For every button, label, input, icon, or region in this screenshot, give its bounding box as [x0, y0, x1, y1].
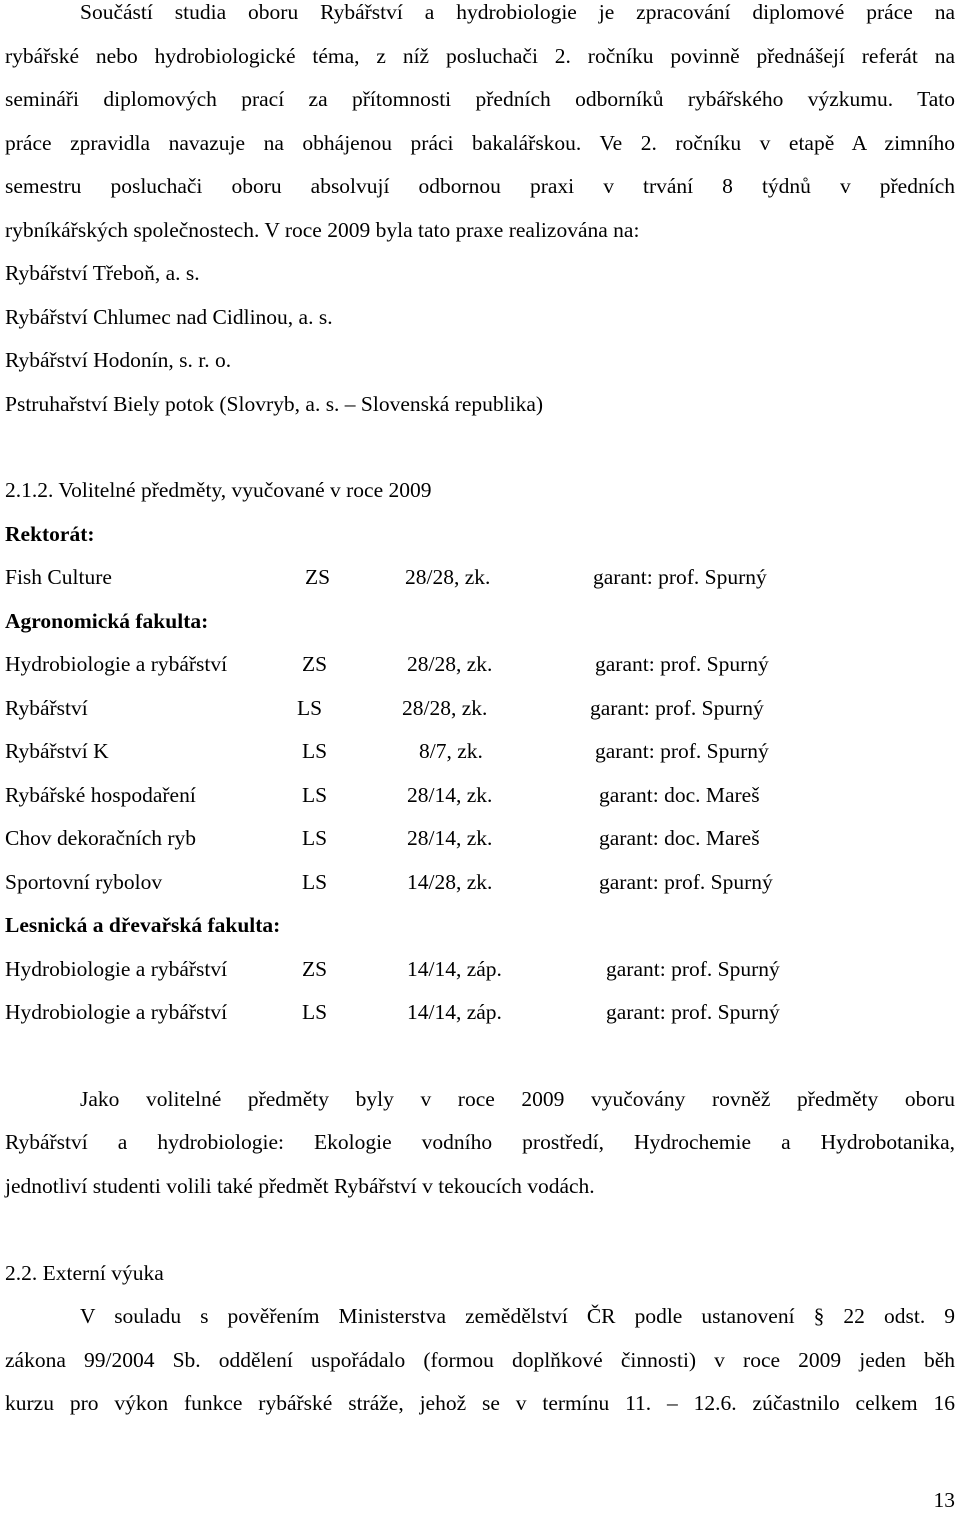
course-hours: 28/14, zk.: [407, 826, 493, 850]
course-guarantor: garant: prof. Spurný: [593, 565, 767, 589]
course-row: [5, 997, 955, 1027]
course-row: [5, 954, 955, 984]
course-row: [5, 562, 955, 592]
course-hours: 8/7, zk.: [419, 739, 483, 763]
intro-line: Součástí studia oboru Rybářství a hydrobiologie je zpracování diplomové práce na: [80, 0, 955, 24]
course-hours: 28/28, zk.: [402, 696, 488, 720]
course-guarantor: garant: prof. Spurný: [590, 696, 764, 720]
course-name: Rybářství: [5, 696, 88, 720]
course-hours: 14/14, záp.: [407, 1000, 502, 1024]
course-row: [5, 693, 955, 723]
external-line: kurzu pro výkon funkce rybářské stráže, jehož se v termínu 11. – 12.6. zúčastnilo celkem 16: [5, 1391, 955, 1415]
practice-place: Rybářství Třeboň, a. s.: [5, 261, 200, 285]
course-semester: ZS: [302, 957, 328, 981]
electives-line: jednotliví studenti volili také předmět Rybářství v tekoucích vodách.: [5, 1174, 595, 1198]
course-hours: 14/14, záp.: [407, 957, 502, 981]
intro-line: rybářské nebo hydrobiologické téma, z níž posluchači 2. ročníku povinně přednášejí referát na: [5, 44, 955, 68]
course-guarantor: garant: prof. Spurný: [599, 870, 773, 894]
course-semester: ZS: [305, 565, 331, 589]
course-row: [5, 736, 955, 766]
course-name: Hydrobiologie a rybářství: [5, 1000, 228, 1024]
course-semester: LS: [297, 696, 323, 720]
document-page: [5, 0, 955, 1521]
course-name: Rybářské hospodaření: [5, 783, 196, 807]
course-guarantor: garant: doc. Mareš: [599, 826, 760, 850]
external-line: V souladu s pověřením Ministerstva zemědělství ČR podle ustanovení § 22 odst. 9: [80, 1304, 955, 1328]
intro-line: práce zpravidla navazuje na obhájenou práci bakalářskou. Ve 2. ročníku v etapě A zimního: [5, 131, 955, 155]
practice-place: Rybářství Chlumec nad Cidlinou, a. s.: [5, 305, 333, 329]
intro-line: semestru posluchači oboru absolvují odbornou praxi v trvání 8 týdnů v předních: [5, 174, 955, 198]
group-title: Agronomická fakulta:: [5, 609, 209, 633]
course-name: Rybářství K: [5, 739, 109, 763]
group-title: Rektorát:: [5, 522, 95, 546]
course-semester: LS: [302, 739, 328, 763]
course-hours: 28/14, zk.: [407, 783, 493, 807]
practice-place: Rybářství Hodonín, s. r. o.: [5, 348, 232, 372]
course-name: Chov dekoračních ryb: [5, 826, 197, 850]
course-semester: LS: [302, 783, 328, 807]
course-row: [5, 649, 955, 679]
external-heading: 2.2. Externí výuka: [5, 1261, 164, 1285]
intro-line: rybníkářských společnostech. V roce 2009 byla tato praxe realizována na:: [5, 218, 640, 242]
course-row: [5, 780, 955, 810]
course-guarantor: garant: doc. Mareš: [599, 783, 760, 807]
course-name: Sportovní rybolov: [5, 870, 163, 894]
course-semester: ZS: [302, 652, 328, 676]
electives-line: Jako volitelné předměty byly v roce 2009 vyučovány rovněž předměty oboru: [80, 1087, 955, 1111]
course-name: Fish Culture: [5, 565, 112, 589]
course-name: Hydrobiologie a rybářství: [5, 957, 228, 981]
course-guarantor: garant: prof. Spurný: [606, 1000, 780, 1024]
course-hours: 28/28, zk.: [405, 565, 491, 589]
electives-line: Rybářství a hydrobiologie: Ekologie vodního prostředí, Hydrochemie a Hydrobotanika,: [5, 1130, 955, 1154]
course-row: [5, 823, 955, 853]
course-guarantor: garant: prof. Spurný: [595, 652, 769, 676]
page-number: 13: [933, 1488, 955, 1512]
section-heading: 2.1.2. Volitelné předměty, vyučované v roce 2009: [5, 478, 432, 502]
course-hours: 28/28, zk.: [407, 652, 493, 676]
group-title: Lesnická a dřevařská fakulta:: [5, 913, 281, 937]
intro-line: semináři diplomových prací za přítomnosti předních odborníků rybářského výzkumu. Tato: [5, 87, 955, 111]
course-name: Hydrobiologie a rybářství: [5, 652, 228, 676]
course-guarantor: garant: prof. Spurný: [606, 957, 780, 981]
practice-place: Pstruhařství Biely potok (Slovryb, a. s. – Slovenská republika): [5, 392, 544, 416]
course-row: [5, 867, 955, 897]
course-guarantor: garant: prof. Spurný: [595, 739, 769, 763]
course-semester: LS: [302, 870, 328, 894]
course-hours: 14/28, zk.: [407, 870, 493, 894]
course-semester: LS: [302, 826, 328, 850]
external-line: zákona 99/2004 Sb. oddělení uspořádalo (formou doplňkové činnosti) v roce 2009 jeden běh: [5, 1348, 955, 1372]
course-semester: LS: [302, 1000, 328, 1024]
